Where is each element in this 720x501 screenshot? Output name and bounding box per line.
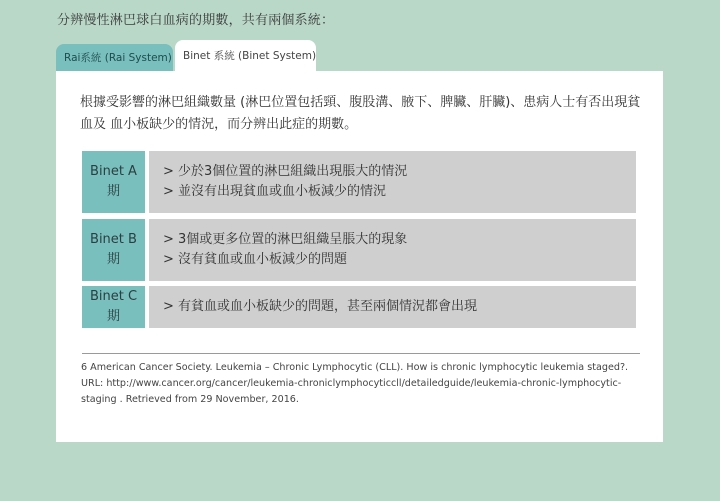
criteria-item: > 沒有貧血或血小板減少的問題 xyxy=(163,252,348,267)
stage-row-binet-a xyxy=(82,151,636,213)
criteria-item: > 有貧血或血小板缺少的問題，甚至兩個情況都會出現 xyxy=(163,299,478,314)
tab-rai-system[interactable]: Rai系統 (Rai System) xyxy=(56,44,173,72)
stage-label xyxy=(82,151,145,213)
binet-panel xyxy=(56,71,663,442)
criteria-item: > 3個或更多位置的淋巴組織呈脹大的現象 xyxy=(163,232,408,247)
stage-label-name: Binet A xyxy=(90,164,137,179)
stage-row-binet-b xyxy=(82,219,636,281)
reference-footnote: 6 American Cancer Society. Leukemia – Chronic Lymphocytic (CLL). How is chronic lymphocytic leukemia staged?. URL: http://www.cancer.org/cancer/leukemia-chroniclymphocyticcll/detailedguide/leukemia-chronic-lymphocytic-staging . Retrieved from 29 November, 2016. xyxy=(81,362,629,405)
stage-criteria xyxy=(149,151,636,213)
stage-label xyxy=(82,219,145,281)
stage-label xyxy=(82,286,145,328)
stage-label-suffix: 期 xyxy=(106,309,120,324)
intro-text: 分辨慢性淋巴球白血病的期數，共有兩個系統： xyxy=(57,13,335,28)
stage-row-binet-c xyxy=(82,286,636,328)
tab-binet-system[interactable]: Binet 系統 (Binet System) xyxy=(175,40,316,72)
stage-label-suffix: 期 xyxy=(106,184,120,199)
stage-label-suffix: 期 xyxy=(106,252,120,267)
criteria-item: > 少於3個位置的淋巴組織出現脹大的情況 xyxy=(163,164,408,179)
stage-label-name: Binet B xyxy=(90,232,137,247)
binet-description: 根據受影響的淋巴組織數量 (淋巴位置包括頸、腹股溝、腋下、脾臟、肝臟)、患病人士有否出現貧血及 血小板缺少的情況，而分辨出此症的期數。 xyxy=(80,95,641,132)
stage-criteria xyxy=(149,219,636,281)
criteria-item: > 並沒有出現貧血或血小板減少的情況 xyxy=(163,184,387,199)
stage-criteria xyxy=(149,286,636,328)
reference-divider xyxy=(82,353,640,354)
stage-label-name: Binet C xyxy=(89,289,138,304)
